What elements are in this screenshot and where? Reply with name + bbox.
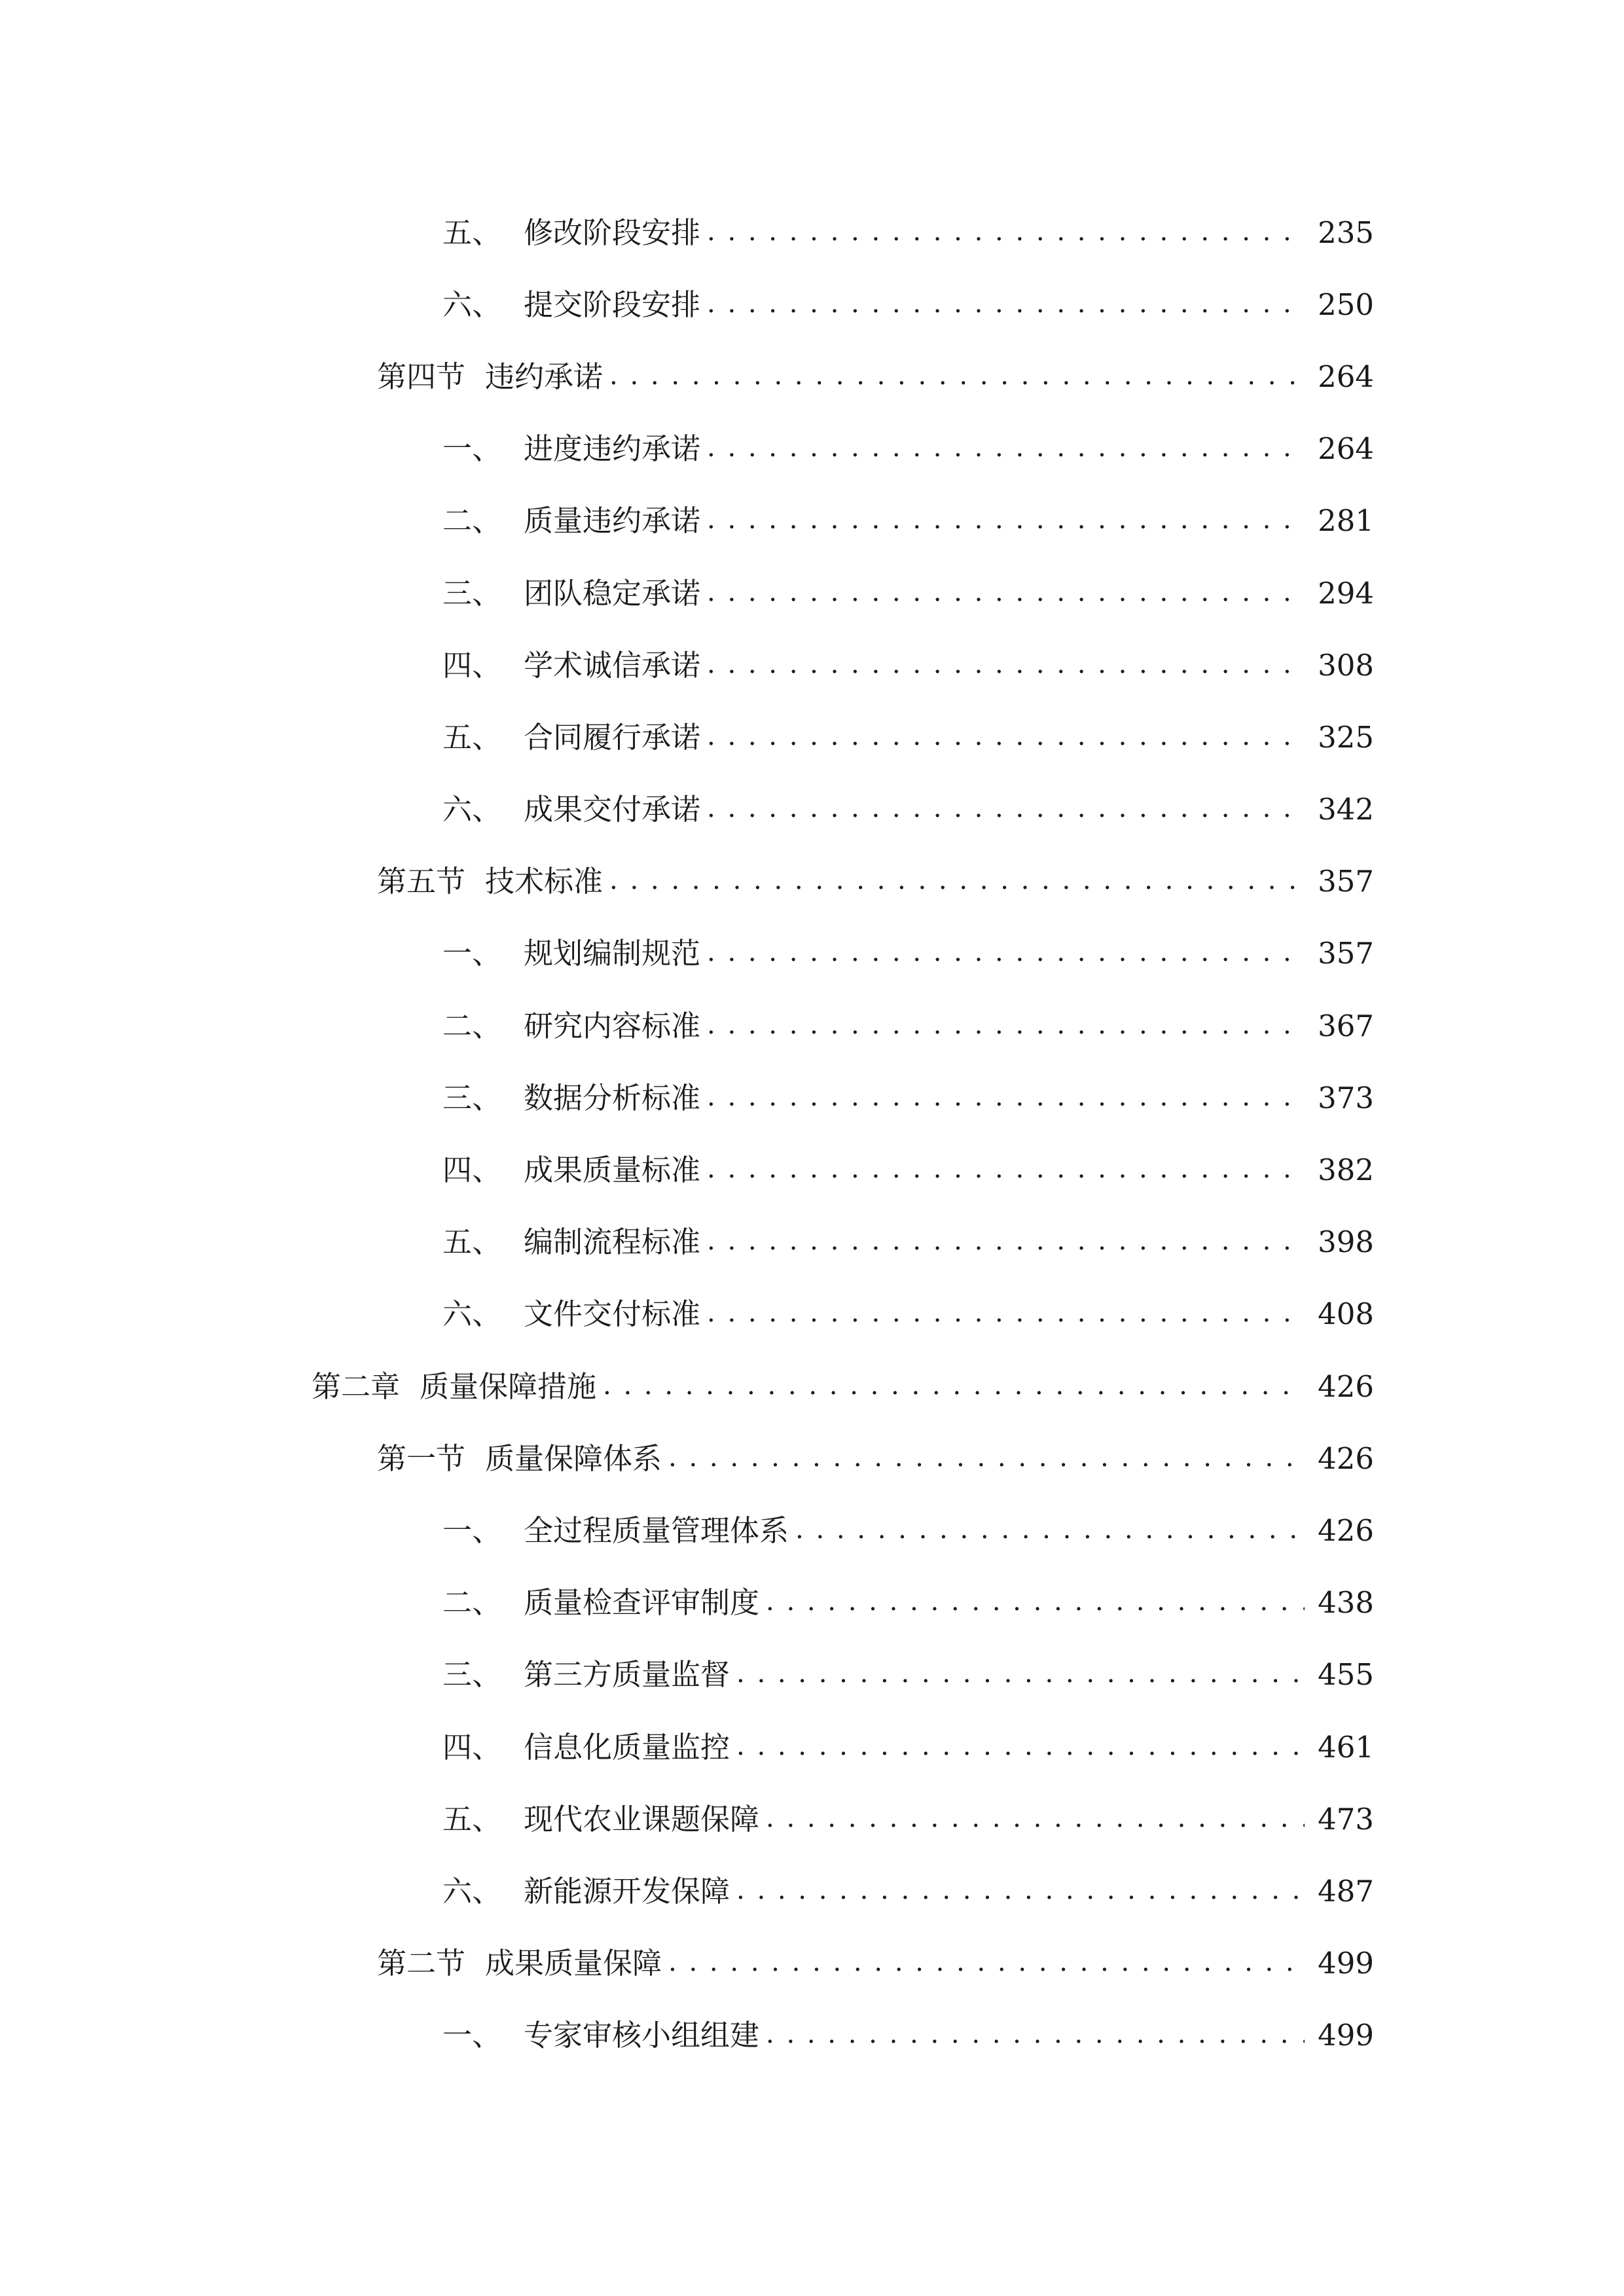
toc-entry[interactable] [0,918,1624,990]
toc-entry-page: 373 [1318,1080,1374,1115]
toc-entry[interactable] [0,413,1624,485]
toc-entry[interactable] [0,629,1624,701]
toc-entry-number: 第一节 [377,1441,466,1476]
toc-entry-number: 三、 [442,575,502,611]
toc-entry[interactable] [0,2000,1624,2072]
toc-entry-page: 473 [1318,1801,1374,1837]
toc-entry[interactable] [0,1711,1624,1783]
toc-entry-page: 357 [1318,864,1374,899]
toc-entry-title: 合同履行承诺 [524,719,701,755]
toc-entry-page: 426 [1318,1441,1374,1476]
toc-dot-leader [766,1804,1305,1834]
toc-entry-number: 五、 [442,719,502,755]
toc-dot-leader [736,1732,1305,1762]
toc-entry-title: 专家审核小组组建 [524,2018,760,2053]
toc-entry-number: 一、 [442,936,502,971]
toc-entry-number: 一、 [442,2018,502,2053]
toc-entry-page: 499 [1318,1946,1374,1981]
toc-dot-leader [707,1227,1305,1257]
toc-entry-title: 违约承诺 [485,359,604,394]
toc-entry-page: 408 [1318,1297,1374,1332]
toc-entry-title: 新能源开发保障 [524,1873,731,1909]
toc-dot-leader [766,2020,1305,2050]
toc-dot-leader [603,1372,1305,1401]
toc-entry[interactable] [0,1206,1624,1278]
toc-dot-leader [609,362,1305,391]
toc-entry-number: 三、 [442,1080,502,1115]
toc-entry-number: 一、 [442,1513,502,1548]
toc-entry-title: 技术标准 [485,864,604,899]
toc-entry-number: 四、 [442,1153,502,1188]
toc-entry-title: 成果交付承诺 [524,792,701,827]
toc-entry-page: 455 [1318,1657,1374,1693]
toc-dot-leader [736,1876,1305,1906]
toc-dot-leader [707,434,1305,463]
toc-entry-number: 五、 [442,1225,502,1260]
toc-entry[interactable] [0,268,1624,340]
toc-entry-page: 308 [1318,647,1374,683]
toc-entry[interactable] [0,1567,1624,1639]
toc-entry-number: 六、 [442,1873,502,1909]
toc-entry-page: 264 [1318,431,1374,467]
toc-entry-page: 294 [1318,575,1374,611]
toc-dot-leader [707,579,1305,608]
toc-entry-page: 281 [1318,503,1374,539]
toc-entry-number: 六、 [442,792,502,827]
toc-entry-number: 五、 [442,1801,502,1837]
toc-dot-leader [707,1011,1305,1041]
toc-entry-page: 250 [1318,287,1374,322]
toc-entry-page: 325 [1318,719,1374,755]
toc-entry-page: 426 [1318,1369,1374,1404]
toc-entry[interactable] [0,485,1624,557]
toc-dot-leader [707,723,1305,752]
toc-entry-number: 一、 [442,431,502,467]
toc-dot-leader [707,939,1305,968]
toc-dot-leader [609,867,1305,896]
toc-entry-title: 团队稳定承诺 [524,575,701,611]
toc-dot-leader [707,1155,1305,1185]
toc-entry-title: 质量保障体系 [485,1441,662,1476]
toc-entry-title: 质量违约承诺 [524,503,701,539]
toc-entry[interactable] [0,1928,1624,2000]
toc-dot-leader [795,1516,1305,1545]
toc-dot-leader [707,795,1305,824]
toc-entry-title: 成果质量保障 [485,1946,662,1981]
toc-entry[interactable] [0,774,1624,846]
toc-entry-title: 文件交付标准 [524,1297,701,1332]
toc-entry-page: 264 [1318,359,1374,394]
toc-entry-page: 438 [1318,1585,1374,1621]
toc-entry[interactable] [0,557,1624,629]
toc-entry-title: 信息化质量监控 [524,1729,731,1765]
toc-entry-page: 235 [1318,215,1374,250]
toc-dot-leader [707,506,1305,535]
toc-dot-leader [707,290,1305,319]
toc-entry-number: 四、 [442,647,502,683]
toc-entry-title: 编制流程标准 [524,1225,701,1260]
toc-entry-number: 四、 [442,1729,502,1765]
toc-entry[interactable] [0,1278,1624,1350]
toc-entry[interactable] [0,846,1624,918]
toc-entry-title: 质量保障措施 [420,1369,597,1404]
toc-entry-title: 现代农业课题保障 [524,1801,760,1837]
toc-entry-title: 第三方质量监督 [524,1657,731,1693]
toc-dot-leader [668,1444,1305,1473]
toc-entry-number: 二、 [442,1008,502,1043]
toc-dot-leader [668,1948,1305,1978]
toc-entry-number: 六、 [442,287,502,322]
toc-entry[interactable] [0,1134,1624,1206]
toc-dot-leader [707,1299,1305,1329]
toc-dot-leader [736,1660,1305,1689]
toc-entry[interactable] [0,1855,1624,1927]
toc-entry-title: 全过程质量管理体系 [524,1513,789,1548]
toc-entry-page: 487 [1318,1873,1374,1909]
toc-entry-number: 五、 [442,215,502,250]
toc-entry-title: 研究内容标准 [524,1008,701,1043]
toc-dot-leader [766,1588,1305,1617]
toc-entry-title: 提交阶段安排 [524,287,701,322]
toc-entry-number: 第四节 [377,359,466,394]
toc-entry-page: 367 [1318,1008,1374,1043]
table-of-contents [0,196,1624,2072]
toc-entry[interactable] [0,1494,1624,1566]
toc-dot-leader [707,651,1305,680]
toc-entry-title: 数据分析标准 [524,1080,701,1115]
toc-entry-number: 第五节 [377,864,466,899]
toc-entry[interactable] [0,1422,1624,1494]
toc-entry-page: 357 [1318,936,1374,971]
toc-entry-title: 学术诚信承诺 [524,647,701,683]
toc-entry[interactable] [0,1062,1624,1134]
toc-entry-page: 426 [1318,1513,1374,1548]
toc-entry-number: 二、 [442,503,502,539]
toc-entry-title: 成果质量标准 [524,1153,701,1188]
toc-entry[interactable] [0,1639,1624,1711]
toc-entry-page: 499 [1318,2018,1374,2053]
toc-entry-title: 修改阶段安排 [524,215,701,250]
toc-entry[interactable] [0,701,1624,773]
toc-entry[interactable] [0,1783,1624,1855]
toc-entry-number: 三、 [442,1657,502,1693]
toc-dot-leader [707,1083,1305,1113]
toc-entry-title: 规划编制规范 [524,936,701,971]
toc-entry[interactable] [0,196,1624,268]
toc-entry-title: 质量检查评审制度 [524,1585,760,1621]
toc-entry-number: 第二节 [377,1946,466,1981]
toc-entry[interactable] [0,340,1624,412]
toc-entry[interactable] [0,990,1624,1062]
toc-dot-leader [707,218,1305,247]
toc-entry-number: 六、 [442,1297,502,1332]
toc-entry-number: 第二章 [312,1369,401,1404]
toc-entry-title: 进度违约承诺 [524,431,701,467]
toc-entry-page: 398 [1318,1225,1374,1260]
toc-entry-page: 342 [1318,792,1374,827]
toc-entry[interactable] [0,1350,1624,1422]
toc-entry-page: 461 [1318,1729,1374,1765]
toc-entry-number: 二、 [442,1585,502,1621]
toc-entry-page: 382 [1318,1153,1374,1188]
